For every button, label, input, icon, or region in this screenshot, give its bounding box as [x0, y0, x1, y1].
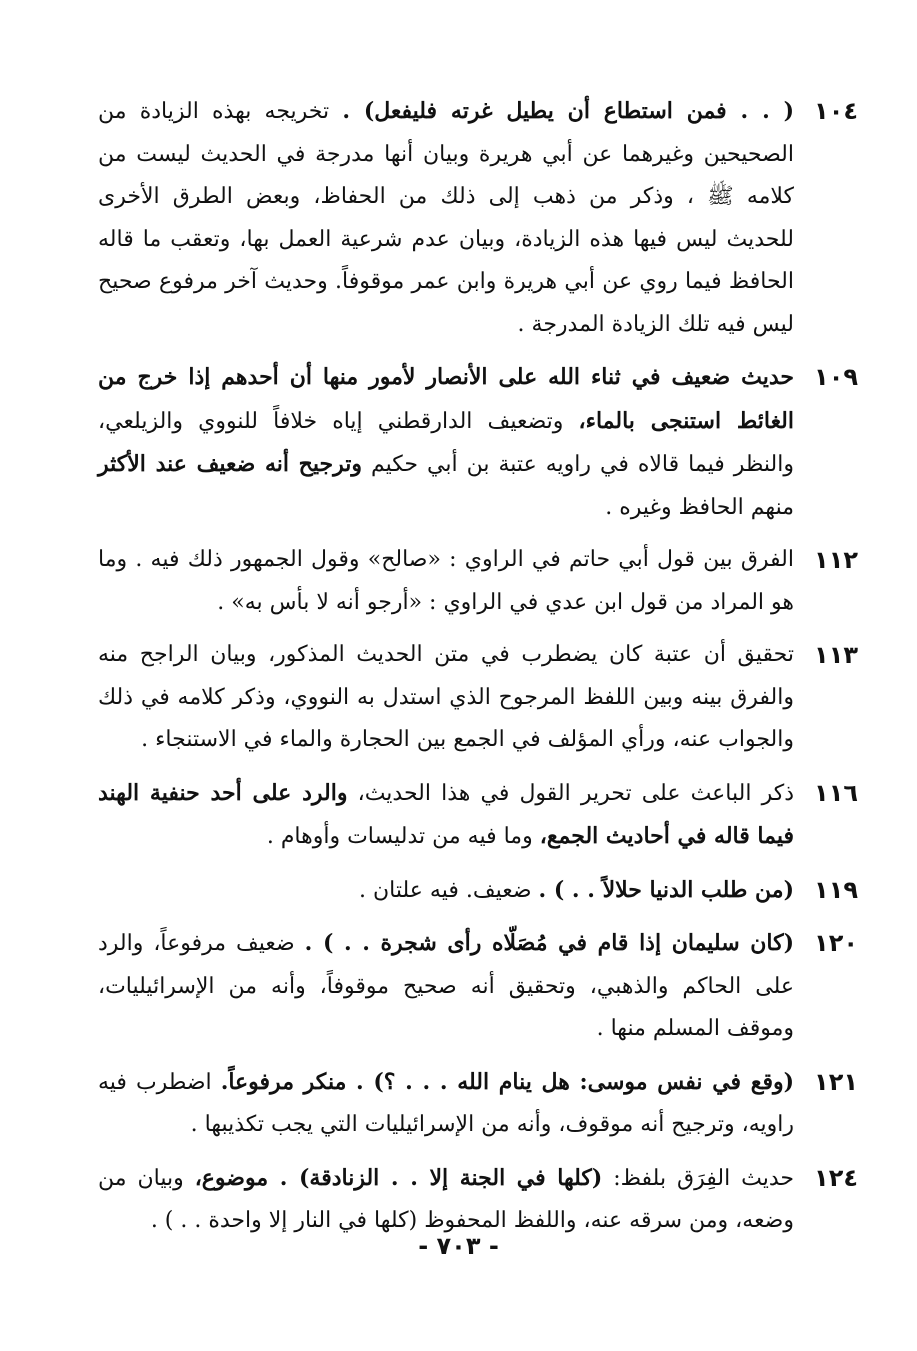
entry-text-segment: ، وذكر من ذهب إلى ذلك من الحفاظ، وبعض الطرق الأخرى للحديث ليس فيها هذه الزيادة، وبيان عدم شرعية العمل بها، وتعقب ما قاله الحافظ فيما روي عن أبي هريرة وابن عمر موقوفاً. وحديث آخر مرفوع صحيح ليس فيه تلك الزيادة المدرجة .: [98, 184, 794, 337]
entry-description: [98, 356, 794, 529]
entry-description: [98, 922, 794, 1051]
entry-text-segment: ضعيف. فيه علتان .: [359, 877, 539, 903]
entry-description: [98, 539, 794, 624]
entry-page-number: ١١٩: [814, 875, 858, 904]
entry-description: [98, 1157, 794, 1243]
entry-description: [98, 869, 794, 913]
entry-text-segment: وتضعيف الدارقطني إياه خلافاً للنووي والزيلعي، والنظر فيما قالاه في راويه عتبة بن أبي حكيم: [98, 408, 794, 477]
entry-bold-text: وترجيح أنه ضعيف عند الأكثر: [98, 451, 362, 477]
entry-description: [98, 1061, 794, 1147]
entry-bold-text: (كان سليمان إذا قام في مُصَلّاه رأى شجرة . . ) .: [304, 930, 794, 956]
entry-description: [98, 772, 794, 859]
index-entry: [98, 772, 858, 859]
entry-description: [98, 634, 794, 762]
entry-text-segment: ذكر الباعث على تحرير القول في هذا الحديث،: [347, 780, 794, 806]
entry-text-segment: ضعيف مرفوعاً، والرد على الحاكم والذهبي، وتحقيق أنه صحيح موقوفاً، وأنه من الإسرائيليات، وموقف المسلم منها .: [98, 931, 794, 1041]
entry-text-segment: تخريجه بهذه الزيادة من الصحيحين وغيرهما عن أبي هريرة وبيان أنها: [98, 99, 794, 167]
entry-bold-text: والرد على أحد حنفية الهند فيما قاله في أحاديث الجمع،: [98, 779, 794, 849]
index-entry: [98, 356, 858, 529]
index-entry: [98, 634, 858, 762]
index-entry: [98, 922, 858, 1051]
entry-bold-text: (وقع في نفس موسى: هل ينام الله . . . ؟) . منكر مرفوعاً.: [220, 1068, 794, 1095]
index-entry: [98, 539, 858, 624]
index-entries-list: [98, 90, 858, 1253]
entry-text-segment: تحقيق أن عتبة كان يضطرب في متن الحديث المذكور، وبيان الراجح منه والفرق بينه وبين اللفظ المرجوح الذي استدل به النووي، وذكر كلامه في ذلك والجواب عنه، ورأي المؤلف في الجمع بين الحجارة والماء في الاستنجاء .: [98, 642, 794, 752]
entry-page-number: ١٠٩: [814, 363, 858, 391]
page-number: - ٧٠٣ -: [418, 1232, 499, 1260]
entry-bold-text: (من طلب الدنيا حلالاً . . ) .: [538, 876, 794, 903]
index-entry: [98, 1157, 858, 1243]
entry-page-number: ١١٣: [814, 641, 858, 669]
entry-page-number: ١٢٠: [814, 929, 858, 957]
entry-text-segment: حديث الفِرَق بلفظ:: [602, 1165, 795, 1191]
entry-text-segment: اضطرب فيه راويه، وترجيح أنه موقوف، وأنه من الإسرائيليات التي يجب تكذيبها .: [98, 1069, 794, 1137]
entry-bold-text: ( . . فمن استطاع أن يطيل غرته فليفعل) .: [342, 98, 794, 124]
index-entry: [98, 1061, 858, 1147]
entry-text-segment: منهم الحافظ وغيره .: [605, 494, 794, 520]
entry-text-segment: وما فيه من تدليسات وأوهام .: [266, 824, 540, 849]
entry-description: [98, 90, 794, 346]
entry-text-segment: مدرجة في الحديث ليست من كلامه ﷺ: [98, 141, 794, 209]
index-entry: [98, 869, 858, 913]
entry-page-number: ١٢١: [814, 1067, 858, 1096]
entry-text-segment: وبيان من وضعه، ومن سرقه عنه، واللفظ المحفوظ (كلها في النار إلا واحدة . . ) .: [98, 1165, 794, 1233]
entry-page-number: ١١٦: [814, 778, 858, 807]
entry-bold-text: حديث ضعيف في ثناء الله على الأنصار لأمور منها أن أحدهم إذا خرج من الغائط استنجى بالماء،: [98, 364, 794, 434]
entry-page-number: ١١٢: [814, 546, 858, 574]
entry-page-number: ١٠٤: [814, 97, 858, 125]
entry-page-number: ١٢٤: [814, 1163, 858, 1192]
index-entry: [98, 90, 858, 346]
entry-text-segment: الفرق بين قول أبي حاتم في الراوي : «صالح» وقول الجمهور ذلك فيه . وما هو المراد من قول ابن عدي في الراوي : «أرجو أنه لا بأس به» .: [98, 547, 794, 615]
entry-bold-text: (كلها في الجنة إلا . . الزنادقة) . موضوع،: [194, 1164, 603, 1191]
